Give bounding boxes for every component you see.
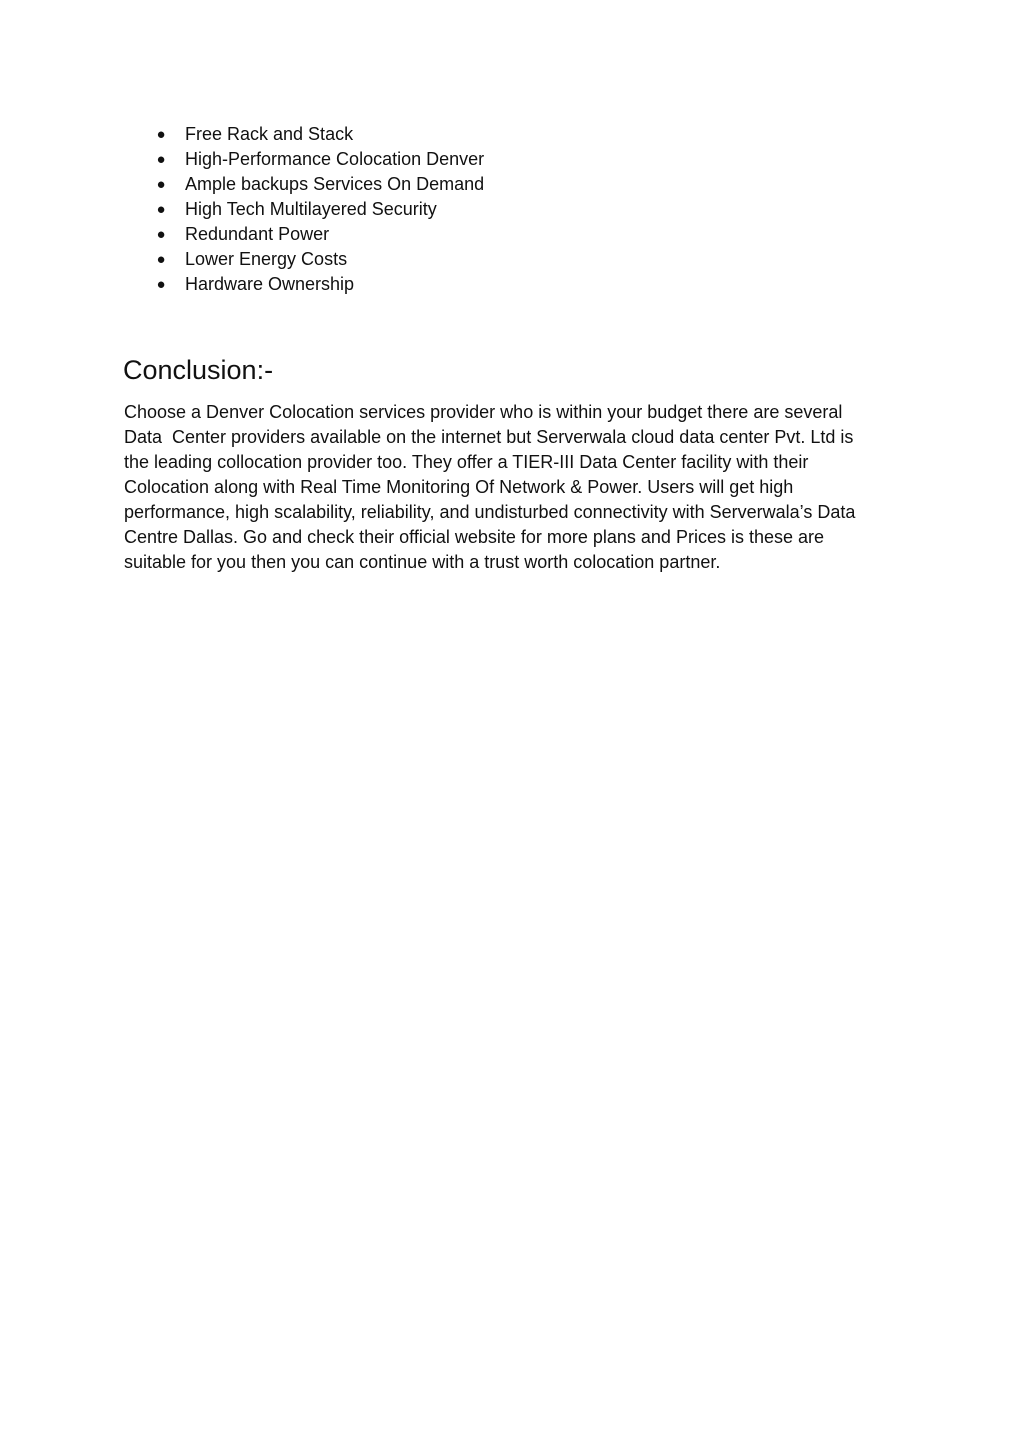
paragraph-line: Data Center providers available on the internet but Serverwala cloud data center Pvt. Ltd is: [124, 427, 854, 447]
list-item: [124, 147, 884, 172]
paragraph-line: the leading collocation provider too. They offer a TIER-III Data Center facility with their: [124, 452, 809, 472]
list-item: [124, 222, 884, 247]
conclusion-paragraph: [124, 400, 904, 575]
paragraph-line: performance, high scalability, reliability, and undisturbed connectivity with Serverwala’s Data: [124, 502, 856, 522]
paragraph-line: suitable for you then you can continue with a trust worth colocation partner.: [124, 552, 721, 572]
list-item-text: Redundant Power: [185, 224, 330, 244]
paragraph-line: Centre Dallas. Go and check their official website for more plans and Prices is these are: [124, 527, 825, 547]
list-item: [124, 172, 884, 197]
list-item: [124, 247, 884, 272]
feature-list: [124, 122, 884, 297]
bullet-icon: ●: [156, 126, 166, 143]
bullet-icon: ●: [156, 276, 166, 293]
list-item-text: Lower Energy Costs: [185, 249, 348, 269]
list-item-text: Free Rack and Stack: [185, 124, 354, 144]
list-item-text: Ample backups Services On Demand: [185, 174, 485, 194]
bullet-icon: ●: [156, 201, 166, 218]
conclusion-heading: Conclusion:-: [123, 355, 274, 385]
list-item: [124, 197, 884, 222]
list-item-text: High-Performance Colocation Denver: [185, 149, 485, 169]
bullet-icon: ●: [156, 251, 166, 268]
bullet-icon: ●: [156, 226, 166, 243]
list-item-text: High Tech Multilayered Security: [185, 199, 437, 219]
list-item: [124, 272, 884, 297]
paragraph-line: Choose a Denver Colocation services provider who is within your budget there are several: [124, 402, 843, 422]
bullet-icon: ●: [156, 176, 166, 193]
bullet-icon: ●: [156, 151, 166, 168]
list-item: [124, 122, 884, 147]
list-item-text: Hardware Ownership: [185, 274, 355, 294]
paragraph-line: Colocation along with Real Time Monitoring Of Network & Power. Users will get high: [124, 477, 794, 497]
